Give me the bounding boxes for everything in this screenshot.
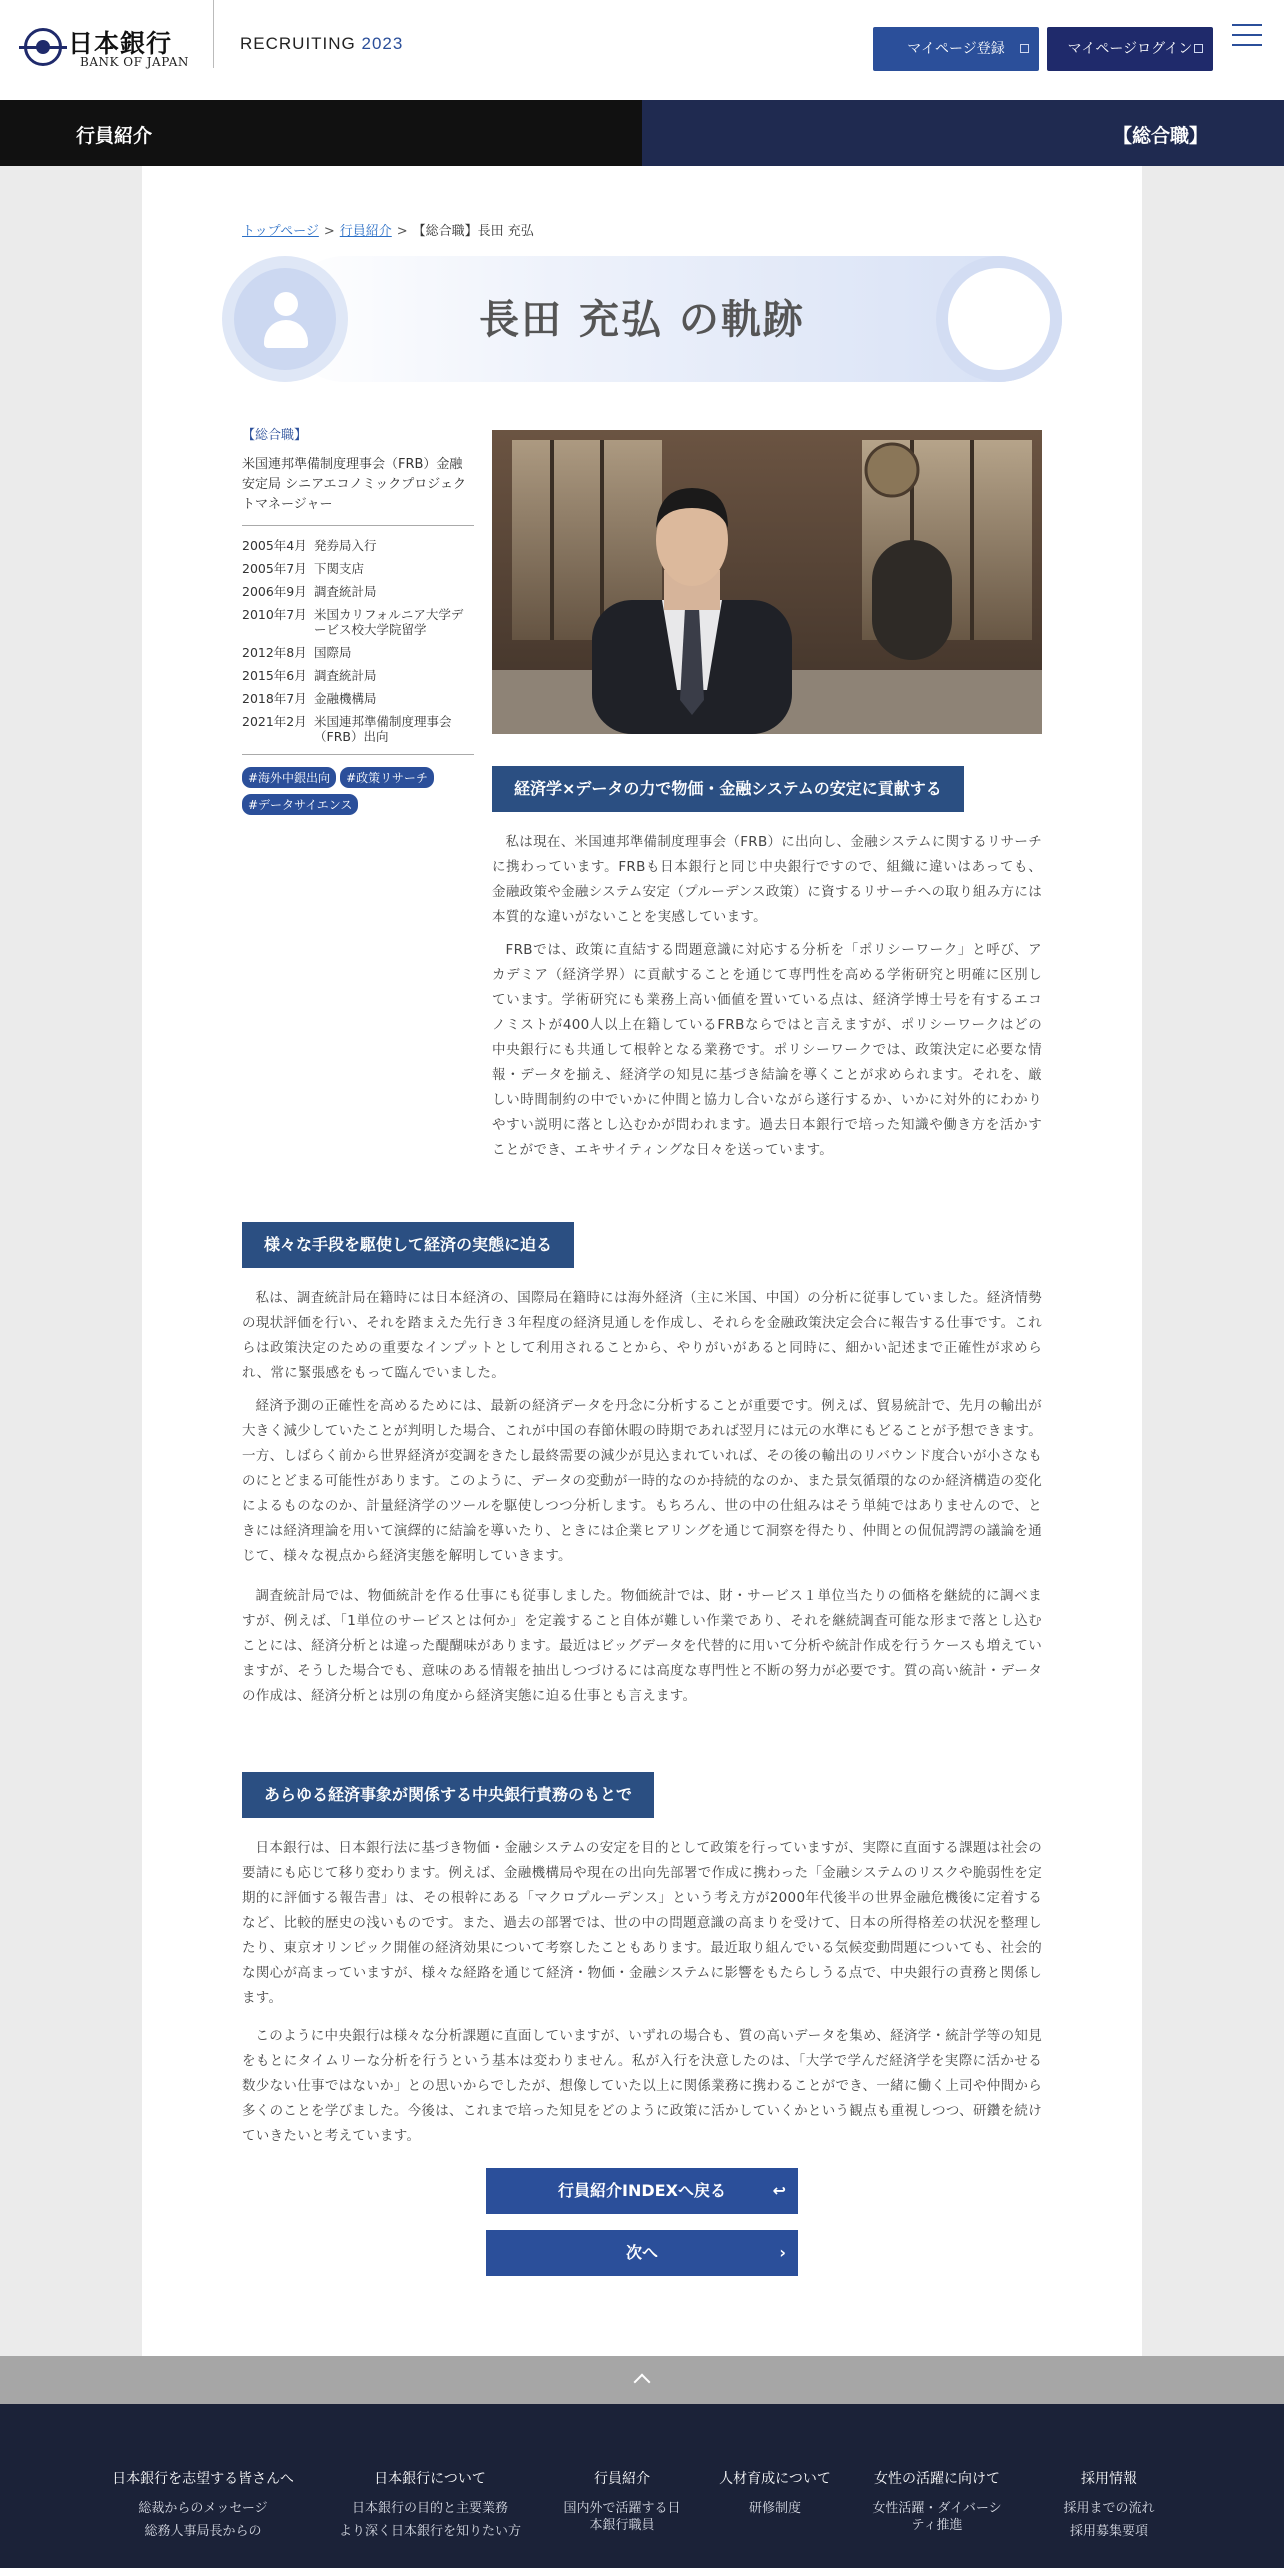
section-3-paragraph-1: 日本銀行は、日本銀行法に基づき物価・金融システムの安定を目的として政策を行っていますが、実際に直面する課題は社会の要請にも応じて移り変わります。例えば、金融機構局や現在の出向先部署で作成に携わった「金融システムのリスクや脆弱性を定期的に評価する報告書」は、その根幹にある「マクロプルーデンス」という考え方が2000年代後半の世界金融危機後に定着するなど、比較的歴史の浅いものです。また、過去の部署では、世の中の問題意識の高まりを受けて、日本の所得格差の状況を整理したり、東京オリンピック開催の経済効果について考察したこともあります。最近取り組んでいる気候変動問題についても、社会的な関心が高まっていますが、様々な経路を通じて経済・物価・金融システムに影響をもたらしうる点で、中央銀行の責務と関係します。 [242,1840,1042,2006]
divider [242,754,474,755]
breadcrumb-current: 【総合職】長田 充弘 [412,224,534,239]
next-label: 次へ [625,2243,658,2262]
logo-japanese-text: 日本銀行 [68,29,173,58]
footer-link[interactable]: 国内外で活躍する日本銀行職員 [563,2501,681,2533]
header-divider [213,0,214,68]
footer-link[interactable]: 総裁からのメッセージ [138,2501,268,2516]
footer-link[interactable]: 日本銀行の目的と主要業務 [351,2501,508,2516]
banner-decoration-circle [936,256,1062,382]
mypage-register-button[interactable] [873,27,1039,71]
boj-emblem-icon [24,28,62,66]
site-header [0,0,1284,100]
person-icon [274,292,298,316]
footer-column-title[interactable]: 日本銀行について [374,2471,486,2487]
section-2-paragraph-2: 経済予測の正確性を高めるためには、最新の経済データを丹念に分析することが重要です。例えば、貿易統計で、先月の輸出が大きく減少していたことが判明した場合、これが中国の春節休暇の時期であれば翌月には元の水準にもどることが予想できます。一方、しばらく前から世界経済が変調をきたし最終需要の減少が見込まれていれば、その後の輸出のリバウンド度合いが小さなものにとどまる可能性があります。このように、データの変動が一時的なのか持続的なのか、また景気循環的なのか経済構造の変化によるものなのか、計量経済学のツールを駆使しつつ分析します。もちろん、世の中の仕組みはそう単純ではありませんので、ときには経済理論を用いて演繹的に結論を導いたり、ときには企業ヒアリングを通じて洞察を得たり、仲間との侃侃諤諤の議論を通じて、様々な視点から経済実態を解明していきます。 [242,1398,1042,1564]
category-nav-bar [0,100,1284,166]
career-row: 2010年7月 米国カリフォルニア大学デービス校大学院留学 [242,607,464,637]
breadcrumb: トップページ > 行員紹介 > 【総合職】長田 充弘 [242,224,534,239]
external-link-icon [1020,44,1029,53]
staff-photo [492,430,1042,734]
next-button[interactable] [486,2230,798,2276]
footer-link[interactable]: 研修制度 [748,2501,801,2516]
page-top-button[interactable] [0,2356,1284,2404]
footer-link[interactable]: より深く日本銀行を知りたい方 [338,2524,521,2539]
avatar [222,256,348,382]
footer-link[interactable]: 総務人事局長からの [144,2524,262,2539]
external-link-icon [1194,44,1203,53]
nav-staff-intro-label: 行員紹介 [76,125,153,147]
footer-link[interactable]: 女性活躍・ダイバーシティ推進 [872,2501,1002,2533]
recruiting-text: RECRUITING [240,34,356,53]
footer-column-title[interactable]: 女性の活躍に向けて [874,2471,1000,2487]
nav-staff-intro[interactable] [0,100,642,166]
tag-list [242,767,474,821]
tag-policy-research[interactable]: #政策リサーチ [340,767,434,788]
title-banner [222,256,1062,382]
section-1-paragraph-2: FRBでは、政策に直結する問題意識に対応する分析を「ポリシーワーク」と呼び、アカデミア（経済学界）に貢献することを通じて専門性を高める学術研究と明確に区別しています。学術研究にも業務上高い価値を置いている点は、経済学博士号を有するエコノミストが400人以上在籍しているFRBならではと言えますが、ポリシーワークはどの中央銀行にも共通して根幹となる業務です。ポリシーワークでは、政策決定に必要な情報・データを揃え、経済学の知見に基づき結論を導くことが求められます。それを、厳しい時間制約の中でいかに仲間と協力し合いながら遂行するか、いかに対外的にわかりやすい説明に落とし込むかが問われます。過去日本銀行で培った知識や働き方を活かすことができ、エキサイティングな日々を送っています。 [492,942,1042,1158]
career-row: 2005年7月 下関支店 [242,561,365,576]
back-to-index-button[interactable] [486,2168,798,2214]
page-title: 長田 充弘 の軌跡 [479,297,805,343]
career-row: 2015年6月 調査統計局 [242,668,377,683]
tag-data-science[interactable]: #データサイエンス [242,794,358,815]
hamburger-menu-icon[interactable] [1232,24,1262,48]
back-to-index-label: 行員紹介INDEXへ戻る [558,2181,726,2200]
career-history [242,538,474,744]
footer-column-title[interactable]: 人材育成について [719,2471,831,2487]
footer-column-applicants [90,2468,316,2540]
site-footer [0,2404,1284,2568]
chevron-right-icon: › [779,2243,786,2262]
footer-link[interactable]: 採用までの流れ [1063,2501,1155,2516]
section-2-paragraph-1: 私は、調査統計局在籍時には日本経済の、国際局在籍時には海外経済（主に米国、中国）の分析に従事していました。経済情勢の現状評価を行い、それを踏まえた先行き３年程度の経済見通しを作成し、それらを金融政策決定会合に報告する仕事です。これらは政策決定のための重要なインプットとして利用されることから、やりがいがあると同時に、細かい記述まで正確性が求められ、常に緊張感をもって臨んでいました。 [242,1290,1042,1381]
profile-category: 【総合職】 [242,428,308,443]
career-row: 2021年2月 米国連邦準備制度理事会（FRB）出向 [242,714,452,744]
tag-overseas-secondment[interactable]: #海外中銀出向 [242,767,336,788]
career-row: 2012年8月 国際局 [242,645,352,660]
mypage-login-button[interactable] [1047,27,1213,71]
profile-position: 米国連邦準備制度理事会（FRB）金融安定局 シニアエコノミックプロジェクトマネージャー [242,457,466,512]
section-1-paragraph-1: 私は現在、米国連邦準備制度理事会（FRB）に出向し、金融システムに関するリサーチに携わっています。FRBも日本銀行と同じ中央銀行ですので、組織に違いはあっても、金融政策や金融システム安定（プルーデンス政策）に資するリサーチへの取り組み方には本質的な違いがないことを実感しています。 [492,834,1042,925]
staff-photo-image [492,430,1042,734]
footer-column-training [710,2468,840,2517]
footer-column-about [330,2468,530,2540]
career-row: 2006年9月 調査統計局 [242,584,377,599]
footer-link[interactable]: 採用募集要項 [1069,2524,1148,2539]
chevron-up-icon [634,2374,651,2391]
footer-column-women [866,2468,1008,2534]
career-row: 2018年7月 金融機構局 [242,691,377,706]
mypage-login-label: マイページログイン [1067,41,1193,57]
section-2-paragraph-3: 調査統計局では、物価統計を作る仕事にも従事しました。物価統計では、財・サービス１単位当たりの価格を継続的に調べますが、例えば、「1単位のサービスとは何か」を定義すること自体が難しい作業であり、それを継続調査可能な形まで落とし込むことには、経済分析とは違った醍醐味があります。最近はビッグデータを代替的に用いて分析や統計作成を行うケースも増えていますが、そうした場合でも、意味のある情報を抽出しつづけるには高度な専門性と不断の努力が必要です。質の高い統計・データの作成は、経済分析とは別の角度から経済実態に迫る仕事とも言えます。 [242,1588,1042,1704]
career-row: 2005年4月 発券局入行 [242,538,377,553]
profile-sidebar [242,424,474,821]
footer-column-staff [560,2468,684,2534]
divider [242,525,474,526]
recruiting-label [240,34,403,54]
bank-of-japan-logo[interactable] [24,22,194,72]
recruiting-year: 2023 [361,34,404,53]
footer-column-recruitment [1044,2468,1174,2540]
footer-column-title[interactable]: 行員紹介 [594,2471,650,2487]
nav-career-track-label: 【総合職】 [1112,125,1208,147]
mypage-register-label: マイページ登録 [907,41,1005,57]
nav-career-track[interactable] [642,100,1284,166]
section-heading-3: あらゆる経済事象が関係する中央銀行責務のもとで [242,1772,654,1818]
footer-column-title[interactable]: 採用情報 [1081,2471,1137,2487]
footer-column-title[interactable]: 日本銀行を志望する皆さんへ [112,2471,294,2487]
section-heading-1: 経済学×データの力で物価・金融システムの安定に貢献する [492,766,964,812]
main-content [142,166,1142,2356]
logo-english-text: BANK OF JAPAN [80,55,189,69]
section-3-paragraph-2: このように中央銀行は様々な分析課題に直面していますが、いずれの場合も、質の高いデータを集め、経済学・統計学等の知見をもとにタイムリーな分析を行うという基本は変わりません。私が入行を決意したのは、「大学で学んだ経済学を実際に活かせる数少ない仕事ではないか」との思いからでしたが、想像していた以上に関係業務に携わることができ、一緒に働く上司や仲間から多くのことを学びました。今後は、これまで培った知見をどのように政策に活かしていくかという観点も重視しつつ、研鑽を続けていきたいと考えています。 [242,2028,1042,2144]
breadcrumb-home-link[interactable]: トップページ [242,224,319,239]
return-arrow-icon: ↩ [772,2181,786,2200]
breadcrumb-staff-link[interactable]: 行員紹介 [339,224,392,239]
section-heading-2: 様々な手段を駆使して経済の実態に迫る [242,1222,574,1268]
